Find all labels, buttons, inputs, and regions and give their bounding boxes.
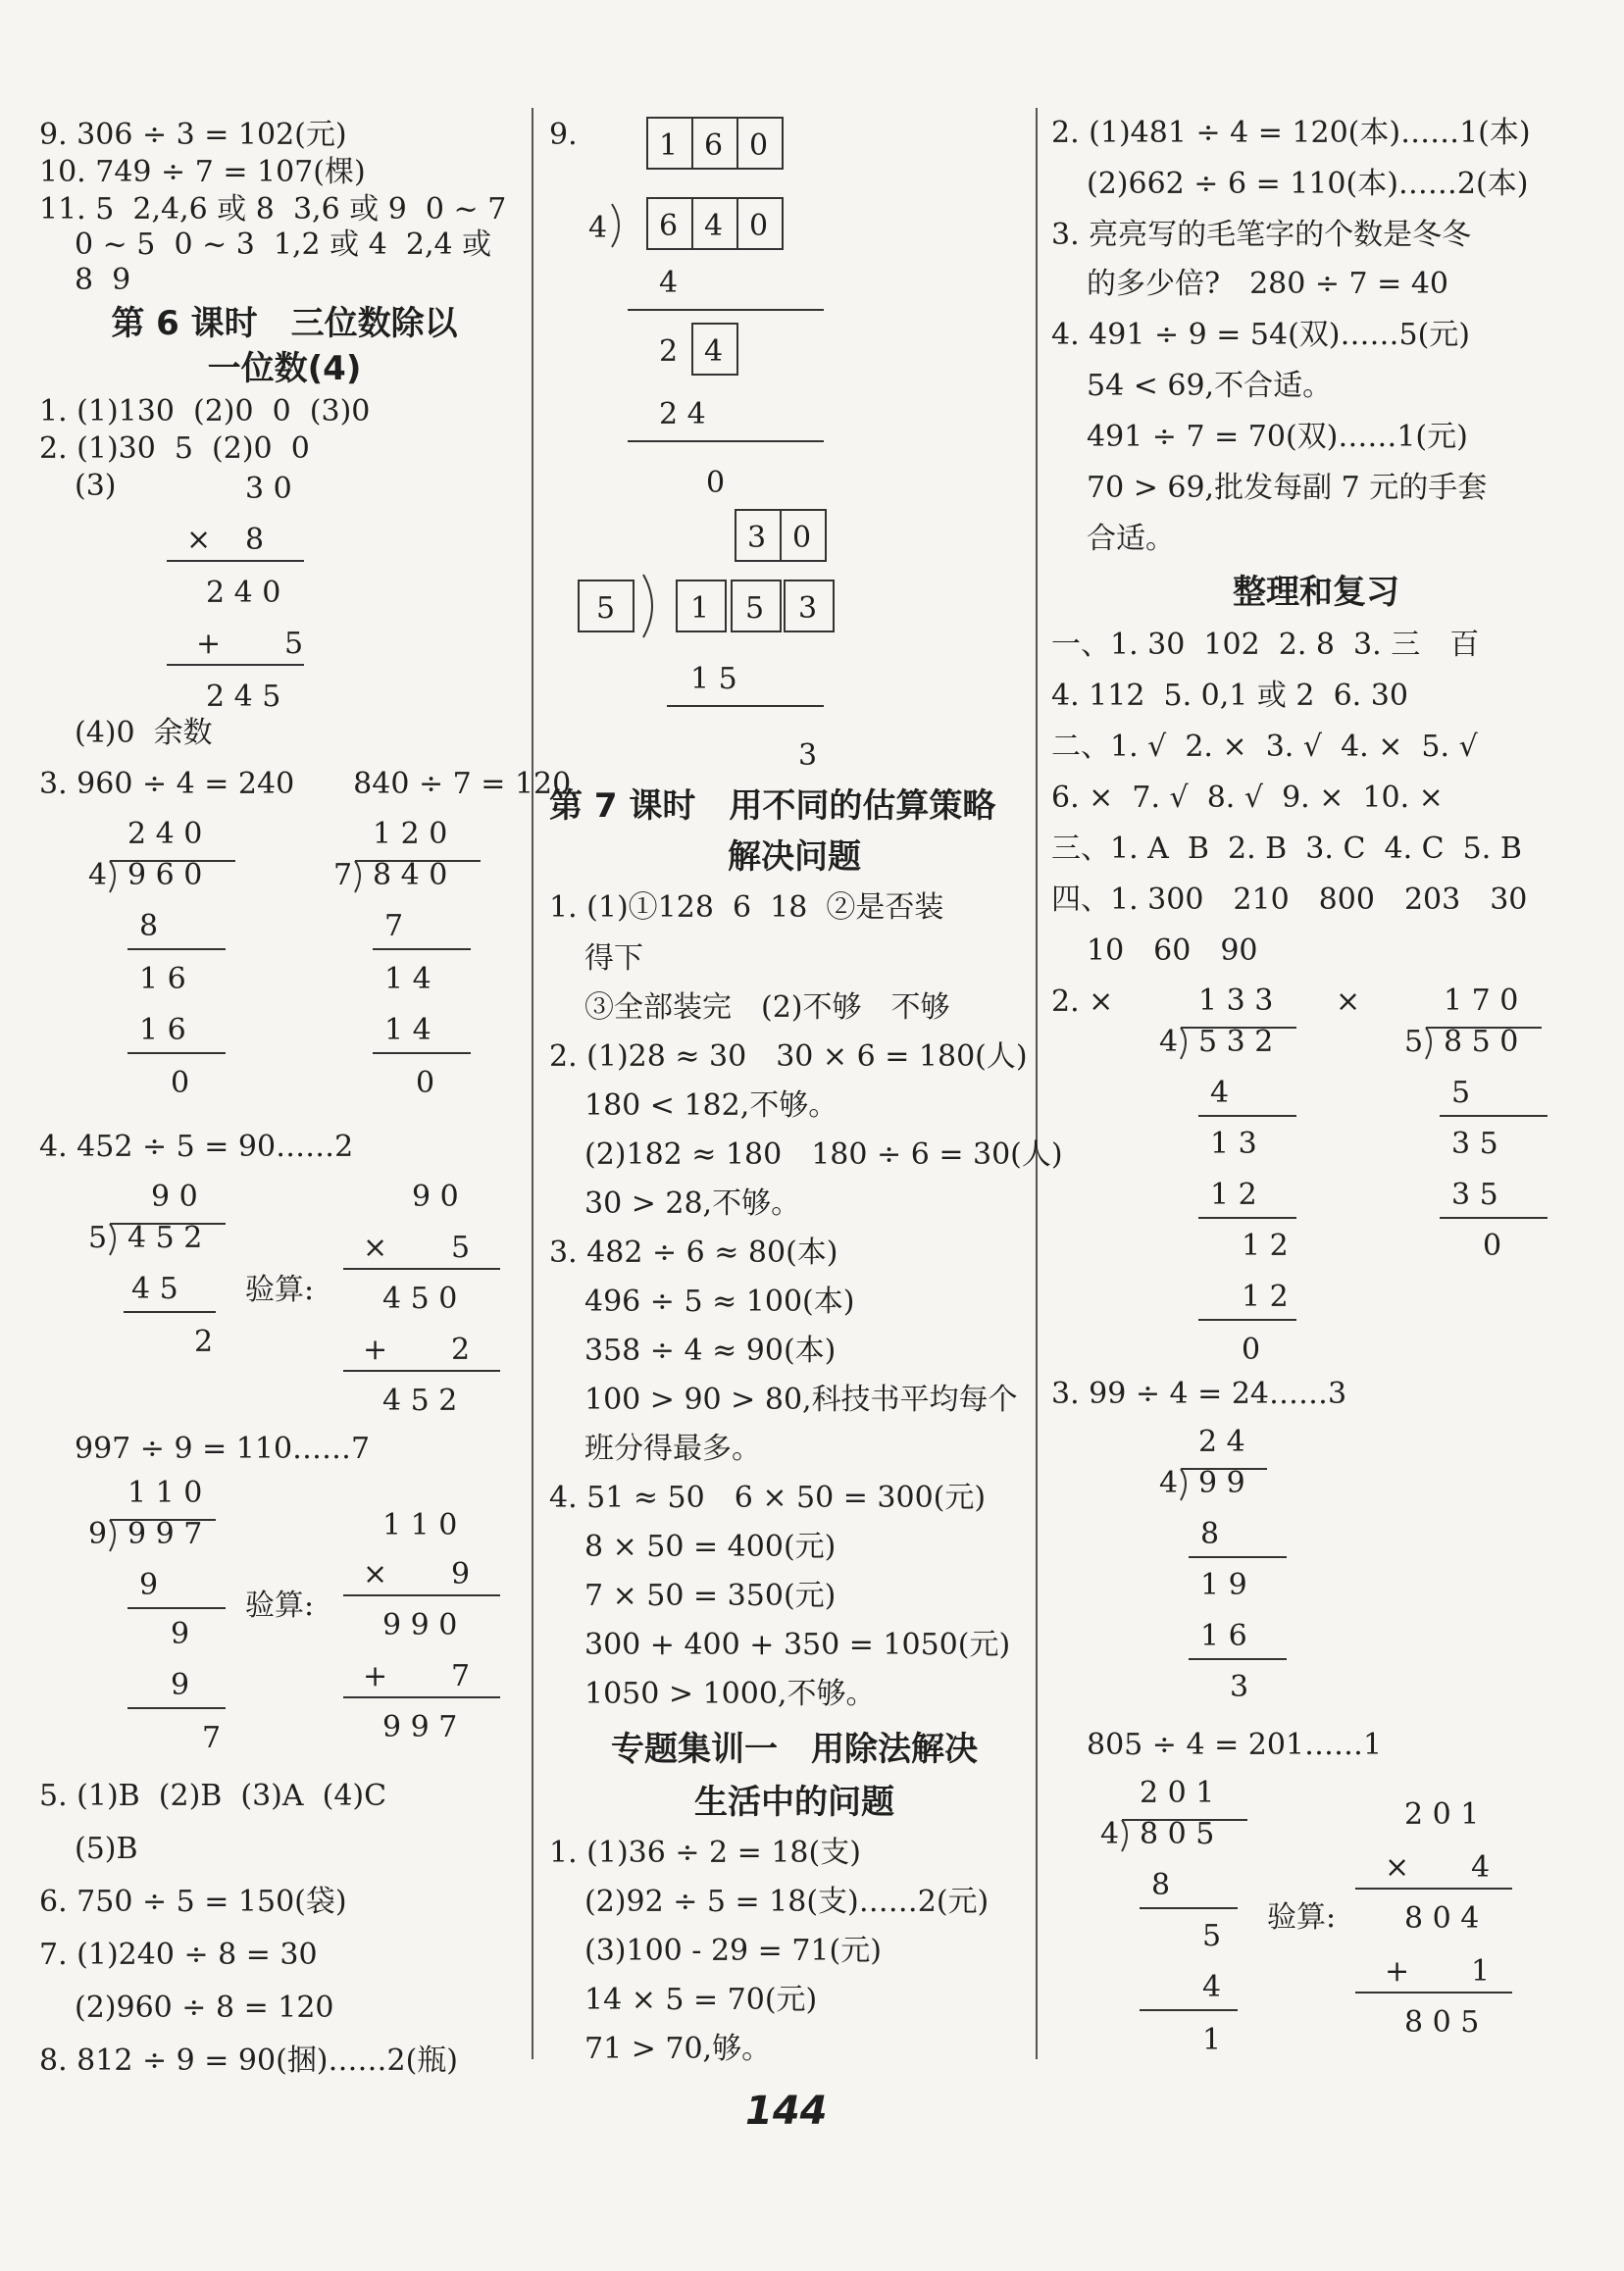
svg-text:3 0: 3 0 — [245, 472, 292, 506]
svg-text:6: 6 — [704, 128, 724, 163]
svg-text:4 5 0: 4 5 0 — [382, 1282, 458, 1316]
svg-text:8 4 0: 8 4 0 — [373, 858, 448, 892]
svg-text:2 4: 2 4 — [1198, 1425, 1245, 1459]
svg-text:0: 0 — [749, 209, 769, 243]
answer-line: 合适。 — [1087, 522, 1175, 556]
answer-line: 2. (1)30 5 (2)0 0 — [39, 431, 310, 466]
svg-text:1 2: 1 2 — [1242, 1280, 1289, 1314]
check-label: 验算: — [245, 1273, 315, 1307]
answer-line: 6. 750 ÷ 5 = 150(袋) — [39, 1885, 347, 1919]
svg-text:3: 3 — [1230, 1670, 1249, 1704]
answer-line: (4)0 余数 — [75, 716, 213, 750]
answer-line: 30 > 28,不够。 — [584, 1186, 801, 1221]
svg-text:+: + — [363, 1333, 388, 1367]
svg-text:9 9 7: 9 9 7 — [127, 1517, 203, 1551]
lesson-heading: 第 7 课时 用不同的估算策略 — [549, 786, 996, 826]
svg-text:4 5 2: 4 5 2 — [127, 1221, 203, 1255]
svg-text:9 0: 9 0 — [151, 1180, 198, 1214]
svg-text:8 0 5: 8 0 5 — [1404, 2005, 1480, 2040]
long-division — [1140, 1422, 1316, 1704]
answer-line: 1. (1)36 ÷ 2 = 18(支) — [549, 1836, 861, 1870]
svg-text:6: 6 — [659, 209, 679, 243]
svg-text:7: 7 — [384, 909, 404, 943]
answer-line: 496 ÷ 5 ≈ 100(本) — [584, 1285, 855, 1319]
svg-text:5: 5 — [1404, 1025, 1424, 1059]
svg-text:9: 9 — [451, 1557, 471, 1591]
answer-line: 10. 749 ÷ 7 = 107(棵) — [39, 155, 366, 189]
answer-line: 班分得最多。 — [584, 1432, 761, 1466]
svg-text:+: + — [196, 627, 222, 661]
svg-text:9: 9 — [88, 1517, 108, 1551]
svg-text:4: 4 — [1100, 1817, 1120, 1851]
long-division — [1140, 981, 1336, 1334]
svg-text:1 1 0: 1 1 0 — [382, 1508, 458, 1542]
svg-text:2 0 1: 2 0 1 — [1140, 1776, 1215, 1810]
page-number: 144 — [745, 2089, 828, 2134]
answer-line: 6. × 7. √ 8. √ 9. × 10. × — [1051, 781, 1444, 815]
svg-text:4: 4 — [1202, 1970, 1222, 2004]
svg-text:1 9: 1 9 — [1200, 1568, 1247, 1602]
svg-text:×: × — [1385, 1850, 1410, 1885]
answer-line: (2)182 ≈ 180 180 ÷ 6 = 30(人) — [584, 1137, 1063, 1172]
svg-text:9: 9 — [139, 1568, 159, 1602]
answer-line: 71 > 70,够。 — [584, 2032, 772, 2066]
svg-text:2 4 0: 2 4 0 — [206, 576, 281, 610]
svg-text:7: 7 — [202, 1721, 222, 1755]
svg-text:1 2: 1 2 — [1242, 1229, 1289, 1263]
svg-text:9 0: 9 0 — [412, 1180, 459, 1214]
answer-line: 491 ÷ 7 = 70(双)……1(元) — [1087, 420, 1468, 454]
svg-text:1 5: 1 5 — [690, 662, 737, 696]
answer-line: 9. — [549, 118, 578, 152]
answer-line: 得下 — [584, 941, 643, 976]
svg-text:1 7 0: 1 7 0 — [1444, 984, 1519, 1018]
answer-line: 1. (1)130 (2)0 0 (3)0 — [39, 394, 371, 429]
svg-text:3 5: 3 5 — [1451, 1127, 1498, 1161]
vertical-calc — [333, 1486, 510, 1799]
svg-text:4: 4 — [704, 334, 724, 369]
answer-line: (3) — [75, 469, 117, 503]
svg-text:4: 4 — [704, 209, 724, 243]
svg-text:7: 7 — [333, 858, 353, 892]
svg-text:1 3: 1 3 — [1210, 1127, 1257, 1161]
svg-text:0: 0 — [171, 1066, 190, 1100]
svg-text:9 9 7: 9 9 7 — [382, 1710, 458, 1744]
check-label: 验算: — [245, 1589, 315, 1623]
lesson-heading: 第 6 课时 三位数除以 — [111, 304, 458, 343]
svg-text:7: 7 — [451, 1659, 471, 1693]
svg-text:1 2: 1 2 — [1210, 1178, 1257, 1212]
svg-text:1: 1 — [1471, 1954, 1491, 1989]
answer-line: 14 × 5 = 70(元) — [584, 1983, 818, 2017]
svg-text:1 3 3: 1 3 3 — [1198, 984, 1274, 1018]
svg-text:4: 4 — [659, 266, 679, 300]
svg-text:1 4: 1 4 — [384, 1013, 431, 1047]
answer-line: 11. 5 2,4,6 或 8 3,6 或 9 0 ~ 7 — [39, 192, 507, 227]
answer-line: 997 ÷ 9 = 110……7 — [75, 1432, 371, 1466]
answer-line: 4. 491 ÷ 9 = 54(双)……5(元) — [1051, 318, 1471, 352]
svg-text:8 0 5: 8 0 5 — [1140, 1817, 1215, 1851]
answer-line: 300 + 400 + 350 = 1050(元) — [584, 1628, 1011, 1662]
review-heading: 整理和复习 — [1233, 573, 1399, 612]
svg-text:8: 8 — [1151, 1868, 1171, 1902]
answer-line: 7 × 50 = 350(元) — [584, 1579, 837, 1613]
svg-text:2: 2 — [194, 1325, 214, 1359]
answer-line: 3. 482 ÷ 6 ≈ 80(本) — [549, 1236, 838, 1270]
svg-text:4 5 2: 4 5 2 — [382, 1384, 458, 1418]
svg-text:5 3 2: 5 3 2 — [1198, 1025, 1274, 1059]
svg-text:9: 9 — [171, 1617, 190, 1651]
svg-text:8: 8 — [1200, 1517, 1220, 1551]
topic-heading: 生活中的问题 — [694, 1783, 894, 1822]
svg-text:0: 0 — [792, 521, 812, 555]
svg-text:4: 4 — [588, 211, 608, 245]
svg-text:3: 3 — [798, 738, 818, 773]
topic-heading: 专题集训一 用除法解决 — [611, 1730, 978, 1769]
svg-text:+: + — [1385, 1954, 1410, 1989]
svg-text:3: 3 — [798, 591, 818, 626]
svg-text:0: 0 — [749, 128, 769, 163]
answer-line: 1. (1)①128 6 18 ②是否装 — [549, 890, 944, 925]
answer-line: 358 ÷ 4 ≈ 90(本) — [584, 1334, 837, 1368]
answer-line: 9. 306 ÷ 3 = 102(元) — [39, 118, 347, 152]
svg-text:9 9 0: 9 9 0 — [382, 1608, 458, 1642]
svg-text:8 0 4: 8 0 4 — [1404, 1901, 1480, 1936]
svg-text:0: 0 — [706, 466, 726, 500]
long-division — [69, 814, 265, 1128]
long-division-remainder — [1228, 1320, 1287, 1379]
svg-text:5: 5 — [596, 591, 616, 626]
answer-line: 3. 99 ÷ 4 = 24……3 — [1051, 1377, 1347, 1411]
svg-text:8: 8 — [245, 523, 265, 557]
svg-text:3: 3 — [747, 521, 767, 555]
answer-line: 7. (1)240 ÷ 8 = 30 — [39, 1938, 318, 1972]
svg-text:8: 8 — [139, 909, 159, 943]
answer-line: 0 ~ 5 0 ~ 3 1,2 或 4 2,4 或 — [75, 227, 492, 262]
long-division — [324, 814, 520, 1128]
svg-text:4: 4 — [1471, 1850, 1491, 1885]
answer-line: 100 > 90 > 80,科技书平均每个 — [584, 1383, 1018, 1417]
answer-line: 3. 亮亮写的毛笔字的个数是冬冬 — [1051, 218, 1472, 252]
column-divider — [532, 108, 533, 2059]
svg-text:×: × — [363, 1231, 388, 1265]
answer-line: 4. 112 5. 0,1 或 2 6. 30 — [1051, 679, 1408, 713]
answer-line: (2)960 ÷ 8 = 120 — [75, 1991, 334, 2025]
vertical-calc — [1345, 1785, 1522, 2079]
svg-text:0: 0 — [1242, 1333, 1261, 1367]
svg-text:1 1 0: 1 1 0 — [127, 1476, 203, 1510]
svg-text:2 4 5: 2 4 5 — [206, 680, 281, 714]
answer-line: 1050 > 1000,不够。 — [584, 1677, 876, 1711]
svg-text:2: 2 — [659, 334, 679, 369]
svg-text:0: 0 — [1483, 1229, 1502, 1263]
answer-line: 2. × — [1051, 984, 1114, 1019]
svg-text:4: 4 — [1159, 1025, 1179, 1059]
svg-text:2: 2 — [451, 1333, 471, 1367]
lesson-heading: 一位数(4) — [207, 349, 362, 388]
svg-text:4: 4 — [88, 858, 108, 892]
check-label: 验算: — [1267, 1900, 1337, 1935]
answer-line: (2)662 ÷ 6 = 110(本)……2(本) — [1087, 167, 1529, 201]
svg-text:3 5: 3 5 — [1451, 1178, 1498, 1212]
vertical-calc — [127, 471, 343, 716]
svg-text:8 5 0: 8 5 0 — [1444, 1025, 1519, 1059]
svg-text:1 6: 1 6 — [1200, 1619, 1247, 1653]
long-division — [69, 1473, 265, 1806]
answer-line: 3. 960 ÷ 4 = 240 840 ÷ 7 = 120 — [39, 767, 572, 801]
lesson-heading: 解决问题 — [728, 837, 861, 877]
svg-text:4 5: 4 5 — [131, 1272, 178, 1306]
svg-text:5: 5 — [1451, 1076, 1471, 1110]
answer-line: 四、1. 300 210 800 203 30 — [1051, 883, 1528, 917]
answer-line: 180 < 182,不够。 — [584, 1088, 838, 1123]
answer-line: (2)92 ÷ 5 = 18(支)……2(元) — [584, 1885, 990, 1919]
vertical-calc — [333, 1177, 510, 1471]
svg-text:1: 1 — [1202, 2023, 1222, 2057]
answer-line: 三、1. A B 2. B 3. C 4. C 5. B — [1051, 832, 1522, 866]
answer-line: 一、1. 30 102 2. 8 3. 三 百 — [1051, 628, 1480, 662]
svg-text:×: × — [363, 1557, 388, 1591]
svg-text:2 4: 2 4 — [659, 397, 706, 431]
svg-text:5: 5 — [1202, 1919, 1222, 1953]
svg-text:9 6 0: 9 6 0 — [127, 858, 203, 892]
svg-text:9 9: 9 9 — [1198, 1466, 1245, 1500]
svg-text:1: 1 — [690, 591, 710, 626]
answer-line: 8. 812 ÷ 9 = 90(捆)……2(瓶) — [39, 2044, 459, 2078]
long-division — [1081, 1773, 1277, 2067]
answer-line: 8 × 50 = 400(元) — [584, 1530, 837, 1564]
svg-text:5: 5 — [284, 627, 304, 661]
answer-line: 10 60 90 — [1087, 934, 1258, 968]
answer-line: 4. 452 ÷ 5 = 90……2 — [39, 1130, 354, 1164]
boxed-division — [579, 510, 873, 775]
answer-line: (3)100 - 29 = 71(元) — [584, 1934, 882, 1968]
svg-text:+: + — [363, 1659, 388, 1693]
answer-line: 二、1. √ 2. × 3. √ 4. × 5. √ — [1051, 730, 1478, 764]
svg-text:1: 1 — [659, 128, 679, 163]
answer-line: 2. (1)481 ÷ 4 = 120(本)……1(本) — [1051, 116, 1531, 150]
answer-line: 5. (1)B (2)B (3)A (4)C — [39, 1779, 387, 1813]
answer-line: × — [1336, 984, 1361, 1019]
svg-text:5: 5 — [745, 591, 765, 626]
long-division — [1385, 981, 1581, 1275]
svg-text:5: 5 — [88, 1221, 108, 1255]
answer-line: 4. 51 ≈ 50 6 × 50 = 300(元) — [549, 1481, 987, 1515]
svg-text:5: 5 — [451, 1231, 471, 1265]
svg-text:2 4 0: 2 4 0 — [127, 817, 203, 851]
answer-line: 8 9 — [75, 263, 131, 297]
svg-text:0: 0 — [416, 1066, 435, 1100]
svg-text:4: 4 — [1210, 1076, 1230, 1110]
answer-line: 70 > 69,批发每副 7 元的手套 — [1087, 471, 1488, 505]
answer-line: (5)B — [75, 1832, 138, 1866]
svg-text:1 4: 1 4 — [384, 962, 431, 996]
answer-line: 的多少倍? 280 ÷ 7 = 40 — [1087, 267, 1449, 301]
svg-text:4: 4 — [1159, 1466, 1179, 1500]
answer-line: 805 ÷ 4 = 201……1 — [1087, 1728, 1383, 1762]
boxed-division — [579, 118, 873, 510]
svg-text:1 2 0: 1 2 0 — [373, 817, 448, 851]
svg-text:×: × — [186, 523, 212, 557]
svg-text:9: 9 — [171, 1668, 190, 1702]
svg-text:1 6: 1 6 — [139, 962, 186, 996]
answer-line: 54 < 69,不合适。 — [1087, 369, 1333, 403]
svg-text:1 6: 1 6 — [139, 1013, 186, 1047]
long-division — [69, 1177, 245, 1441]
svg-text:2 0 1: 2 0 1 — [1404, 1797, 1480, 1832]
answer-line: 2. (1)28 ≈ 30 30 × 6 = 180(人) — [549, 1039, 1028, 1074]
answer-line: ③全部装完 (2)不够 不够 — [584, 990, 950, 1025]
